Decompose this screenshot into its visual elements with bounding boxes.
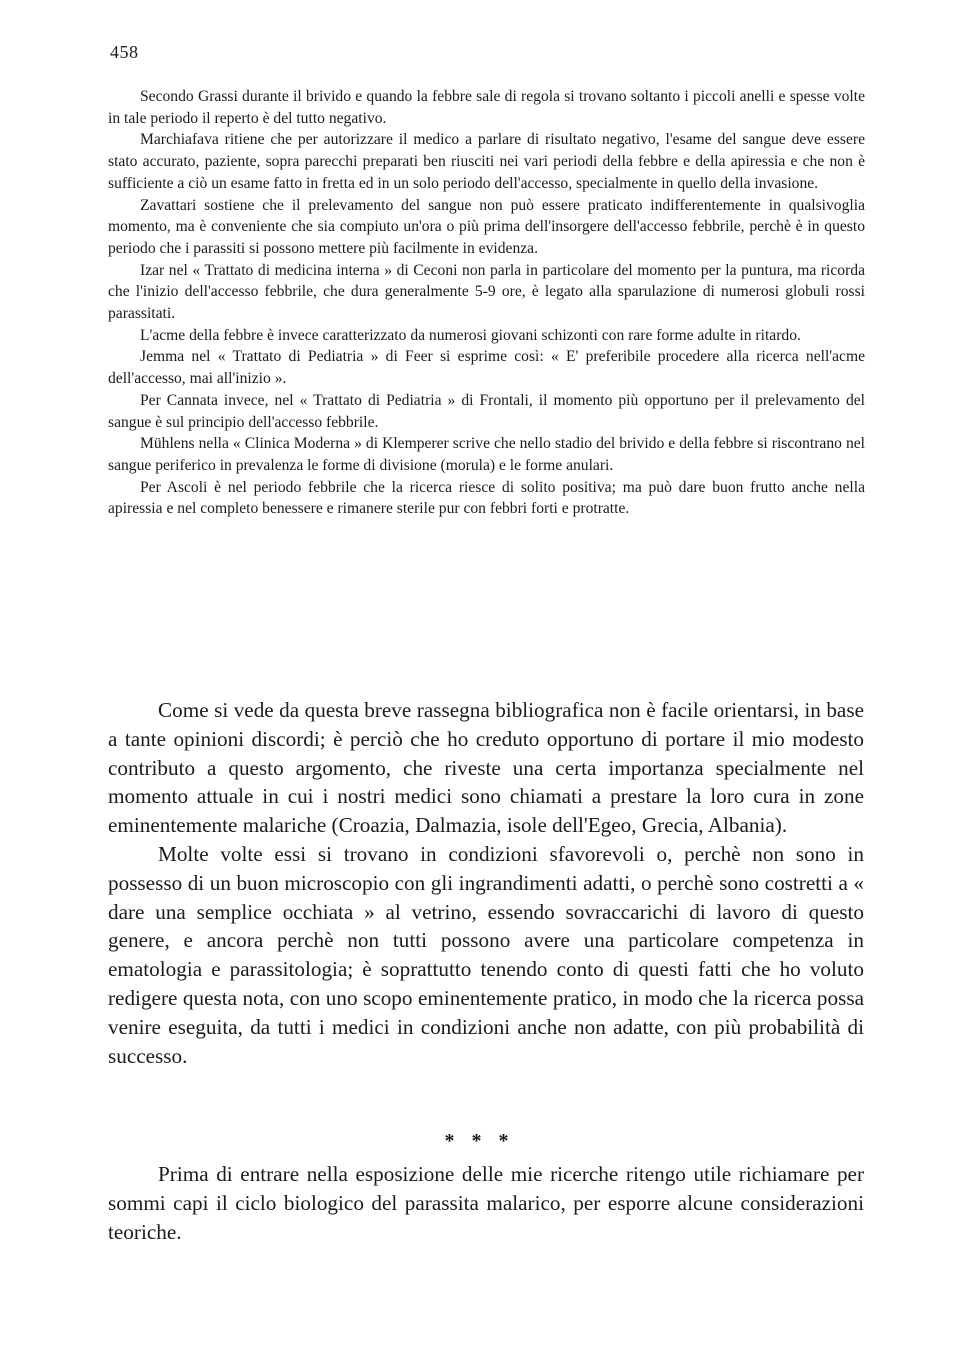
paragraph-zavattari: Zavattari sostiene che il prelevamento del sangue non può essere praticato indifferentemente in qualsivoglia momento, ma è conveniente che sia compiuto un'ora o più prima dell'insorgere dell'accesso febbrile, perchè è in questo periodo che i parassiti si possono mettere più facilmente in evidenza. [108,196,865,257]
bibliography-review [108,86,865,520]
paragraph-cannata: Per Cannata invece, nel « Trattato di Pediatria » di Frontali, il momento più opportuno per il prelevamento del sangue è sul principio dell'accesso febbrile. [108,391,865,431]
paragraph-marchiafava: Marchiafava ritiene che per autorizzare il medico a parlare di risultato negativo, l'esame del sangue deve essere stato accurato, paziente, sopra parecchi preparati ben riusciti nei vari periodi della febbre e della apiressia e che non è sufficiente a ciò un esame fatto in fretta ed in un solo periodo dell'accesso, specialmente in quello della invasione. [108,131,865,192]
paragraph-grassi: Secondo Grassi durante il brivido e quando la febbre sale di regola si trovano soltanto i piccoli anelli e spesse volte in tale periodo il reperto è del tutto negativo. [108,88,865,127]
paragraph-acme: L'acme della febbre è invece caratterizzato da numerosi giovani schizonti con rare forme adulte in ritardo. [140,326,801,344]
closing-section [108,1160,864,1246]
paragraph-jemma: Jemma nel « Trattato di Pediatria » di Feer si esprime così: « E' preferibile procedere alla ricerca nell'acme dell'accesso, mai all'inizio ». [108,348,865,388]
paragraph-muhlens: Mühlens nella « Clinica Moderna » di Klemperer scrive che nello stadio del brivido e della febbre si riscontrano nel sangue periferico in prevalenza le forme di divisione (morula) e le forme anulari. [108,435,865,474]
paragraph-izar: Izar nel « Trattato di medicina interna » di Ceconi non parla in particolare del momento per la puntura, ma ricorda che l'inizio dell'accesso febbrile, che dura generalmente 5-9 ore, è legato alla sparulazione di numerosi globuli rossi parassitati. [108,261,865,323]
paragraph-commentary-1: Come si vede da questa breve rassegna bibliografica non è facile orientarsi, in base a tante opinioni discordi; è perciò che ho creduto opportuno di portare il mio modesto contributo a questo argomento, che riveste una certa importanza specialmente nel momento attuale in cui i nostri medici sono chiamati a prestare la loro cura in zone eminentemente malariche (Croazia, Dalmazia, isole dell'Egeo, Grecia, Albania). [108,698,864,838]
paragraph-ascoli: Per Ascoli è nel periodo febbrile che la ricerca riesce di solito positiva; ma può dare buon frutto anche nella apiressia e nel completo benessere e rimanere sterile pur con febbri forti e protratte. [108,478,865,518]
paragraph-closing: Prima di entrare nella esposizione delle mie ricerche ritengo utile richiamare per sommi capi il ciclo biologico del parassita malarico, per esporre alcune considerazioni teoriche. [108,1162,864,1244]
paragraph-commentary-2: Molte volte essi si trovano in condizioni sfavorevoli o, perchè non sono in possesso di un buon microscopio con gli ingrandimenti adatti, o perchè sono costretti a « dare una semplice occhiata » al vetrino, essendo sovraccarichi di lavoro di questo genere, e ancora perchè non tutti possono avere una particolare competenza in ematologia e parassitologia; è soprattutto tenendo conto di questi fatti che ho voluto redigere questa nota, con uno scopo eminentemente pratico, in modo che la ricerca possa venire eseguita, da tutti i medici in condizioni anche non adatte, con più probabilità di successo. [108,841,864,1068]
author-commentary [108,696,864,1070]
page-number: 458 [110,42,139,62]
section-separator: * * * [444,1130,515,1152]
